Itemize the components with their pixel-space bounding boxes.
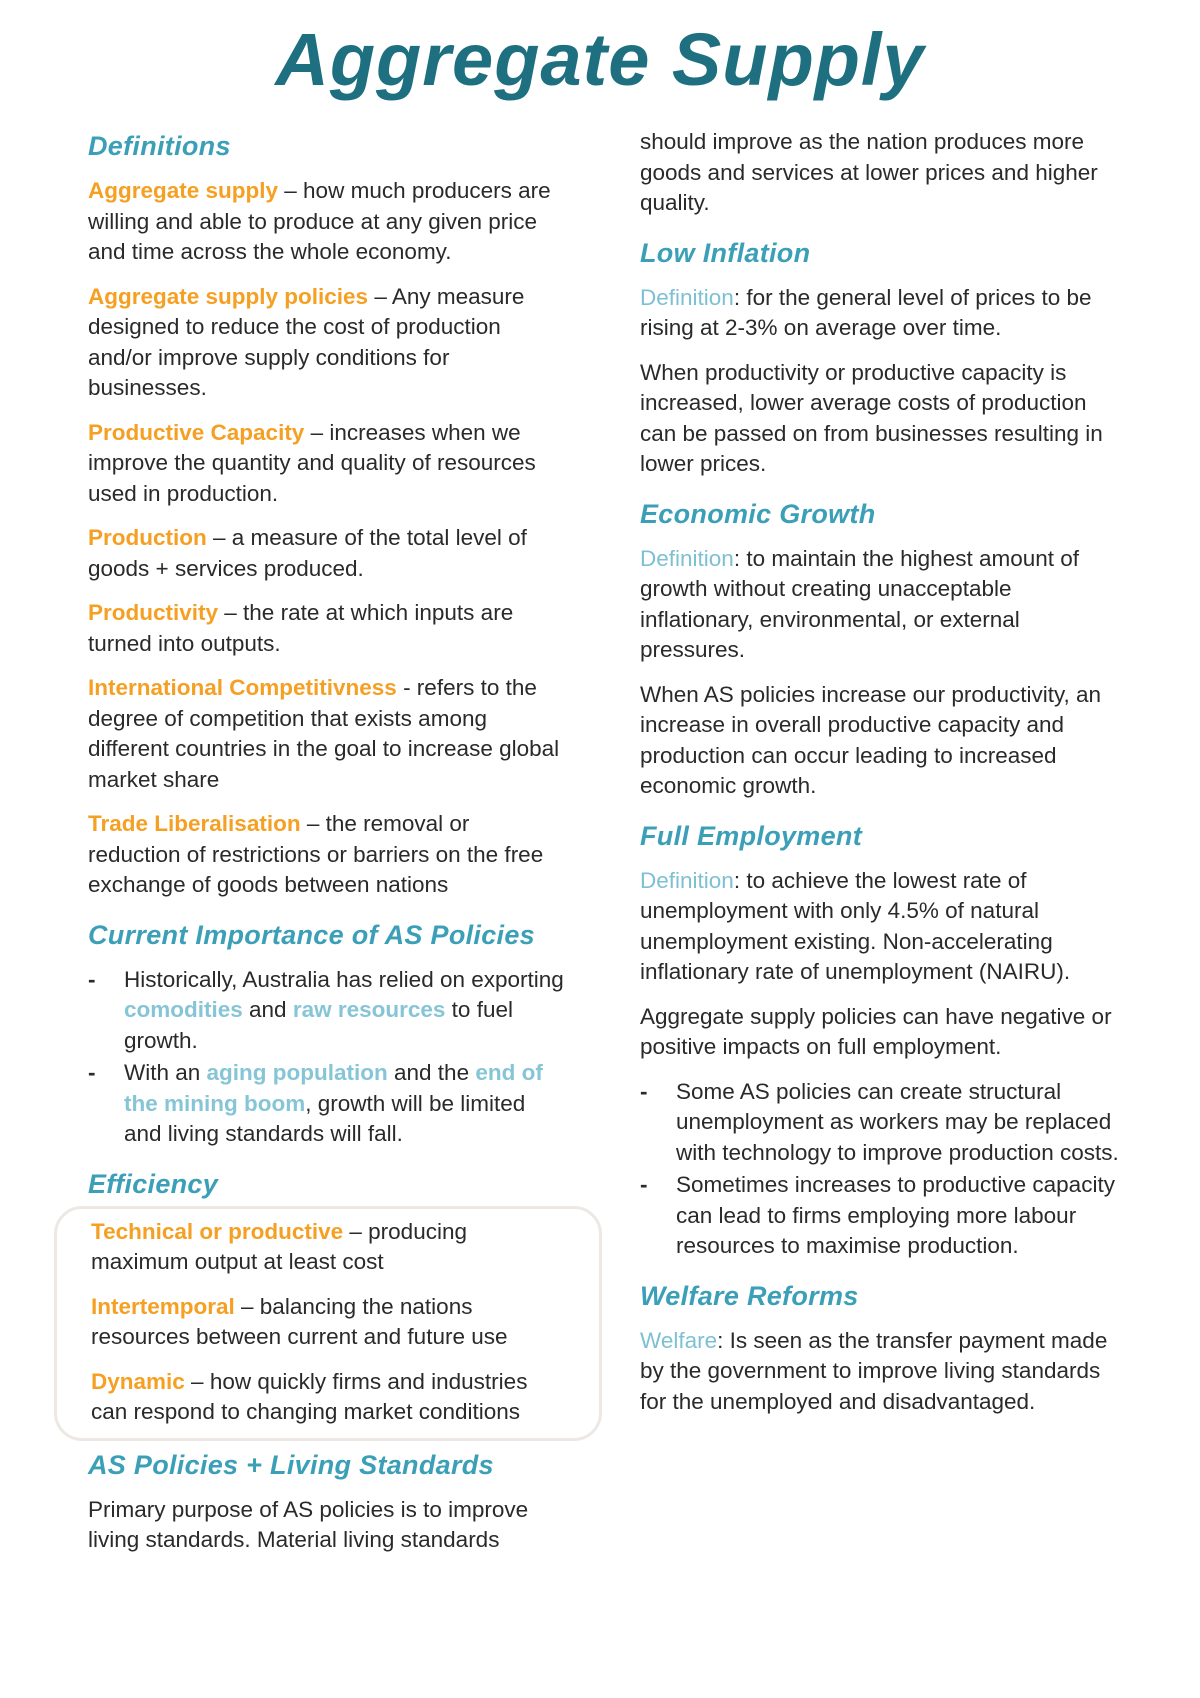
definition-productive-capacity (88, 418, 568, 510)
welfare-definition (640, 1326, 1120, 1418)
economic-growth-text: When AS policies increase our productivity, an increase in overall productive capacity and production can occur leading to increased economic growth. (640, 681, 1102, 798)
efficiency-technical (91, 1217, 565, 1278)
list-item (88, 1058, 568, 1150)
left-column (88, 126, 568, 1570)
definition-label: Welfare (640, 1327, 718, 1353)
bullet-dash: - (88, 966, 96, 992)
term: Aggregate supply policies (88, 283, 369, 309)
definition-trade-liberalisation (88, 809, 568, 901)
term: International Competitivness (88, 675, 397, 700)
term: Intertemporal (91, 1293, 235, 1319)
importance-heading: Current Importance of AS Policies (88, 919, 535, 950)
efficiency-box (54, 1206, 602, 1441)
highlight-text: end of the mining boom (124, 1060, 543, 1116)
highlight-text: raw resources (292, 997, 446, 1022)
definition-text: : to achieve the lowest rate of unemployment with only 4.5% of natural unemployment existing. Non-accelerating inflationary rate of unemployment (NAIRU). (640, 867, 1071, 984)
full-employment-text: Aggregate supply policies can have negative or positive impacts on full employment. (640, 1003, 1112, 1059)
importance-list (88, 965, 568, 1150)
definition-label: Definition (640, 867, 734, 893)
full-employment-list (640, 1077, 1120, 1262)
economic-growth-definition (640, 544, 1120, 666)
living-standards-heading: AS Policies + Living Standards (88, 1449, 494, 1480)
efficiency-intertemporal (91, 1292, 565, 1353)
definition-text: – the rate at which inputs are turned into outputs. (88, 600, 514, 656)
list-item (88, 965, 568, 1057)
bullet-text: Sometimes increases to productive capacity can lead to firms employing more labour resources to maximise production. (676, 1172, 1115, 1258)
low-inflation-heading: Low Inflation (640, 237, 811, 268)
bullet-text: to fuel growth. (124, 997, 513, 1053)
bullet-text: With an (124, 1060, 207, 1085)
definition-text: : for the general level of prices to be rising at 2-3% on average over time. (640, 284, 1092, 340)
living-standards-text: Primary purpose of AS policies is to improve living standards. Material living standards (88, 1496, 529, 1552)
term: Aggregate supply (88, 178, 279, 203)
highlight-text: comodities (124, 997, 243, 1022)
bullet-text: and (242, 997, 293, 1022)
definition-productivity (88, 598, 568, 659)
definition-text: – Any measure designed to reduce the cost of production and/or improve supply conditions for businesses. (88, 283, 525, 400)
term: Productive Capacity (88, 419, 305, 445)
bullet-dash: - (640, 1172, 648, 1197)
bullet-text: , growth will be limited and living standards will fall. (124, 1090, 526, 1146)
definition-text: – how much producers are willing and able to produce at any given price and time across the whole economy. (88, 178, 551, 264)
efficiency-dynamic (91, 1367, 565, 1428)
continued-text: should improve as the nation produces more goods and services at lower prices and higher quality. (640, 129, 1098, 215)
right-column (640, 127, 1120, 1431)
low-inflation-definition (640, 283, 1120, 344)
term: Production (88, 525, 207, 550)
definition-text: – producing maximum output at least cost (91, 1218, 467, 1274)
bullet-dash: - (640, 1078, 648, 1104)
definition-as-policies (88, 282, 568, 404)
list-item (640, 1170, 1120, 1262)
welfare-reforms-heading: Welfare Reforms (640, 1280, 859, 1311)
term: Productivity (88, 600, 219, 625)
page-title: Aggregate Supply (275, 18, 925, 101)
bullet-text: and the (387, 1060, 476, 1085)
full-employment-definition (640, 866, 1120, 988)
term: Technical or productive (91, 1218, 344, 1244)
definition-label: Definition (640, 284, 734, 310)
definitions-heading: Definitions (88, 131, 231, 161)
definition-label: Definition (640, 545, 734, 571)
bullet-text: Some AS policies can create structural unemployment as workers may be replaced with technology to improve production costs. (676, 1078, 1119, 1165)
definition-text: – the removal or reduction of restrictions or barriers on the free exchange of goods between nations (88, 811, 544, 897)
definition-text: – how quickly firms and industries can respond to changing market conditions (91, 1368, 528, 1424)
efficiency-heading: Efficiency (88, 1168, 219, 1199)
highlight-text: aging population (206, 1060, 388, 1085)
list-item (640, 1077, 1120, 1169)
definition-text: : Is seen as the transfer payment made by the government to improve living standards for the unemployed and disadvantaged. (640, 1327, 1108, 1414)
definition-text: - refers to the degree of competition that exists among different countries in the goal to increase global market share (88, 675, 560, 792)
definition-text: – increases when we improve the quantity and quality of resources used in production. (88, 419, 536, 506)
definition-international-competitiveness (88, 673, 568, 795)
definition-text: : to maintain the highest amount of growth without creating unacceptable inflationary, environmental, or external pressures. (640, 545, 1080, 662)
definition-text: – balancing the nations resources between current and future use (91, 1293, 508, 1349)
term: Trade Liberalisation (88, 811, 301, 836)
economic-growth-heading: Economic Growth (640, 498, 876, 529)
definition-text: – a measure of the total level of goods + services produced. (88, 525, 527, 581)
definition-production (88, 523, 568, 584)
bullet-dash: - (88, 1060, 96, 1085)
full-employment-heading: Full Employment (640, 820, 863, 851)
low-inflation-text: When productivity or productive capacity is increased, lower average costs of production can be passed on from businesses resulting in lower prices. (640, 359, 1103, 476)
definition-aggregate-supply (88, 176, 568, 268)
term: Dynamic (91, 1368, 185, 1394)
bullet-text: Historically, Australia has relied on exporting (124, 966, 564, 992)
